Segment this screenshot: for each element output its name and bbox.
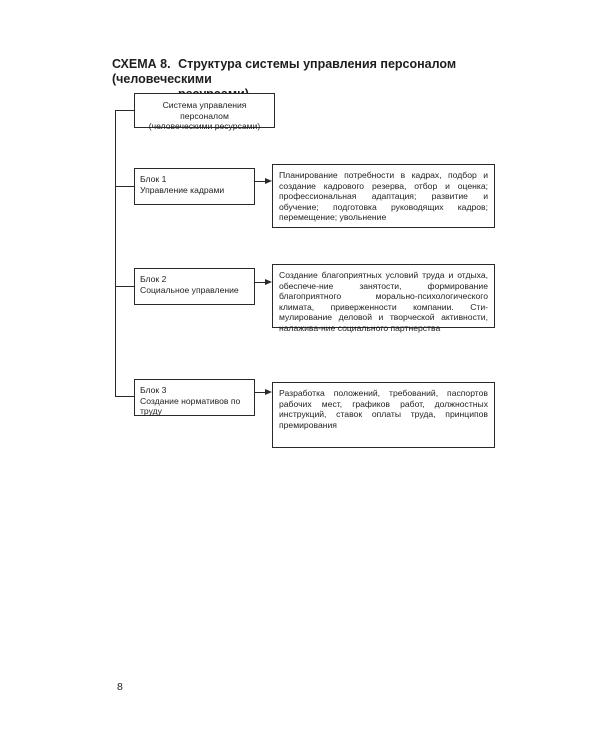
block-name: Создание нормативов по труду	[140, 395, 241, 417]
block-node-2	[134, 268, 255, 305]
block-number: Блок 1	[140, 174, 167, 184]
block-node-1	[134, 168, 255, 205]
block-details-3	[272, 382, 495, 448]
connector-trunk	[115, 110, 116, 397]
block-details-text: Планирование потребности в кадрах, подбор и создание кадрового резерва, отбор и оценка; профессиональная адаптация; развитие и обучение; подготовка руководящих кадров; перемещение; увольнение	[279, 170, 488, 223]
page-number: 8	[117, 681, 123, 693]
block-node-3	[134, 379, 255, 416]
scheme-label: СХЕМА 8.	[112, 57, 171, 71]
connector-root-left	[115, 110, 134, 111]
block-details-1	[272, 164, 495, 228]
connector-block-1	[115, 186, 134, 187]
root-node	[134, 93, 275, 132]
block-details-text: Создание благоприятных условий труда и отдыха, обеспече-ние занятости, формирование благоприятного морально-психологического климата, приверженности компании. Сти-мулирование деловой и творческой активности, налажива-ние социального партнерства	[279, 270, 488, 333]
block-number: Блок 2	[140, 274, 167, 284]
connector-block-2	[115, 286, 134, 287]
block-number: Блок 3	[140, 385, 167, 395]
arrow-head-2	[265, 279, 272, 285]
arrow-head-3	[265, 389, 272, 395]
block-name: Социальное управление	[140, 284, 239, 295]
root-line-2: (человеческими ресурсами)	[148, 121, 261, 132]
root-line-1: Система управления персоналом	[162, 100, 247, 121]
block-details-text: Разработка положений, требований, паспортов рабочих мест, графиков работ, должностных инструкций, ставок оплаты труда, принципов премирования	[279, 388, 488, 430]
block-name: Управление кадрами	[140, 184, 225, 195]
arrow-head-1	[265, 178, 272, 184]
title-line-1: Структура системы управления персоналом (человеческими	[112, 57, 457, 86]
connector-block-3	[115, 396, 134, 397]
block-details-2	[272, 264, 495, 333]
